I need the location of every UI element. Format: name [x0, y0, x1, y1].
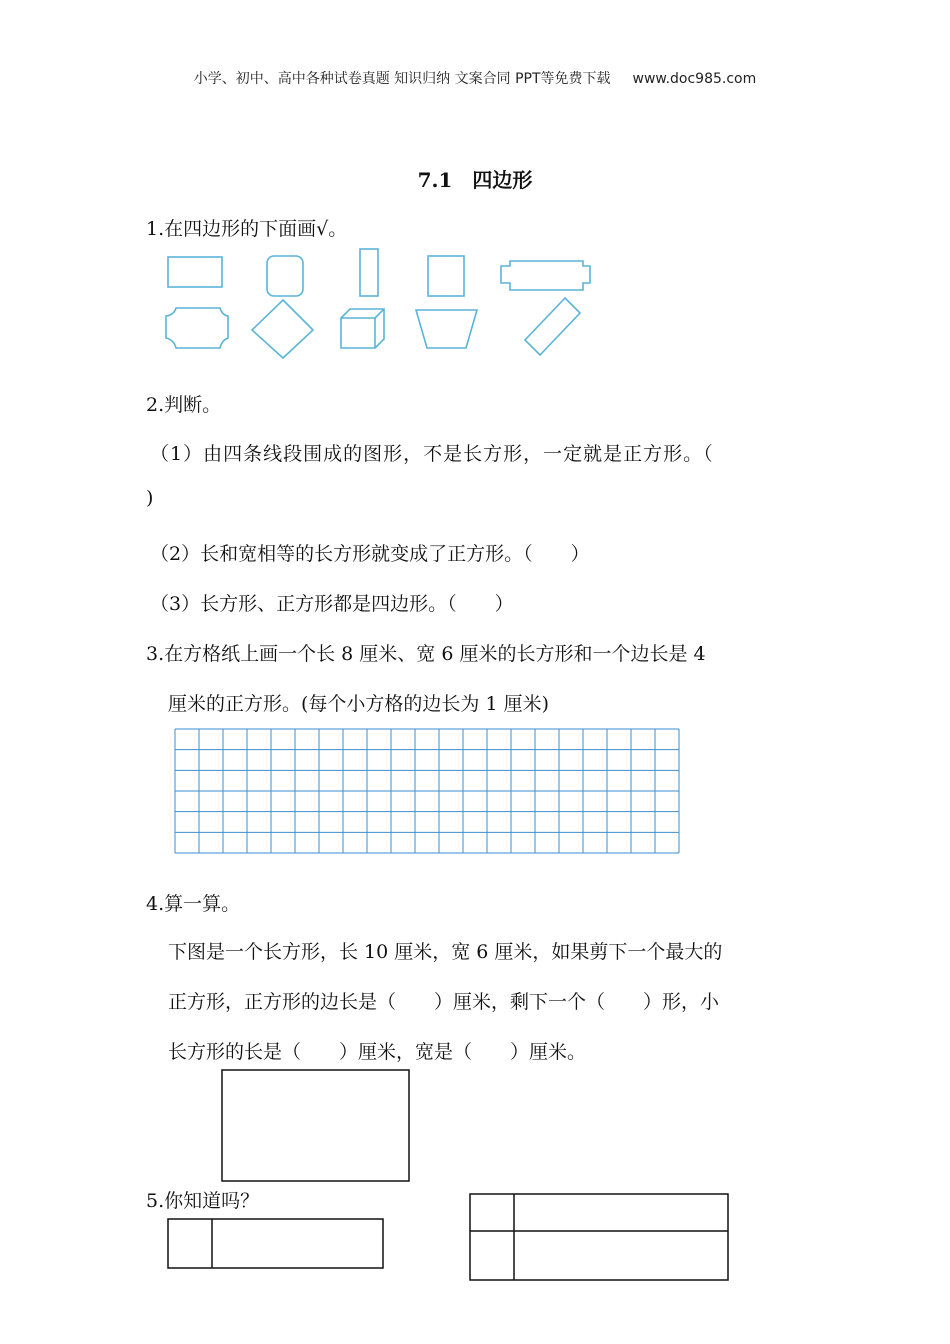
- page-title: 7.1 四边形: [417, 168, 533, 192]
- question-2-item-1-cont: ): [146, 487, 154, 509]
- question-4-line-1: 下图是一个长方形，长 10 厘米，宽 6 厘米，如果剪下一个最大的: [168, 941, 723, 963]
- question-1-text: 1.在四边形的下面画√。: [146, 218, 348, 240]
- question-3-line-1: 3.在方格纸上画一个长 8 厘米、宽 6 厘米的长方形和一个边长是 4: [146, 643, 706, 665]
- question-2-text: 2.判断。: [146, 394, 222, 416]
- question-4-text: 4.算一算。: [146, 893, 241, 915]
- header-url: www.doc985.com: [632, 71, 757, 87]
- question-4-line-2: 正方形，正方形的边长是（ ）厘米，剩下一个（ ）形，小: [168, 991, 720, 1013]
- question-3-line-2: 厘米的正方形。(每个小方格的边长为 1 厘米): [168, 693, 549, 715]
- question-2-item-2: （2）长和宽相等的长方形就变成了正方形。（ ）: [150, 543, 590, 565]
- question-4-line-3: 长方形的长是（ ）厘米，宽是（ ）厘米。: [168, 1041, 587, 1063]
- table-small: [168, 1219, 383, 1268]
- header-text: 小学、初中、高中各种试卷真题 知识归纳 文案合同 PPT等免费下载: [193, 71, 611, 87]
- table-large: [470, 1194, 728, 1280]
- question-5-text: 5.你知道吗？: [146, 1190, 260, 1212]
- question-2-item-1: （1）由四条线段围成的图形，不是长方形，一定就是正方形。（: [150, 443, 714, 465]
- rectangle-10x6: [222, 1070, 409, 1181]
- question-2-item-3: （3）长方形、正方形都是四边形。（ ）: [150, 593, 514, 615]
